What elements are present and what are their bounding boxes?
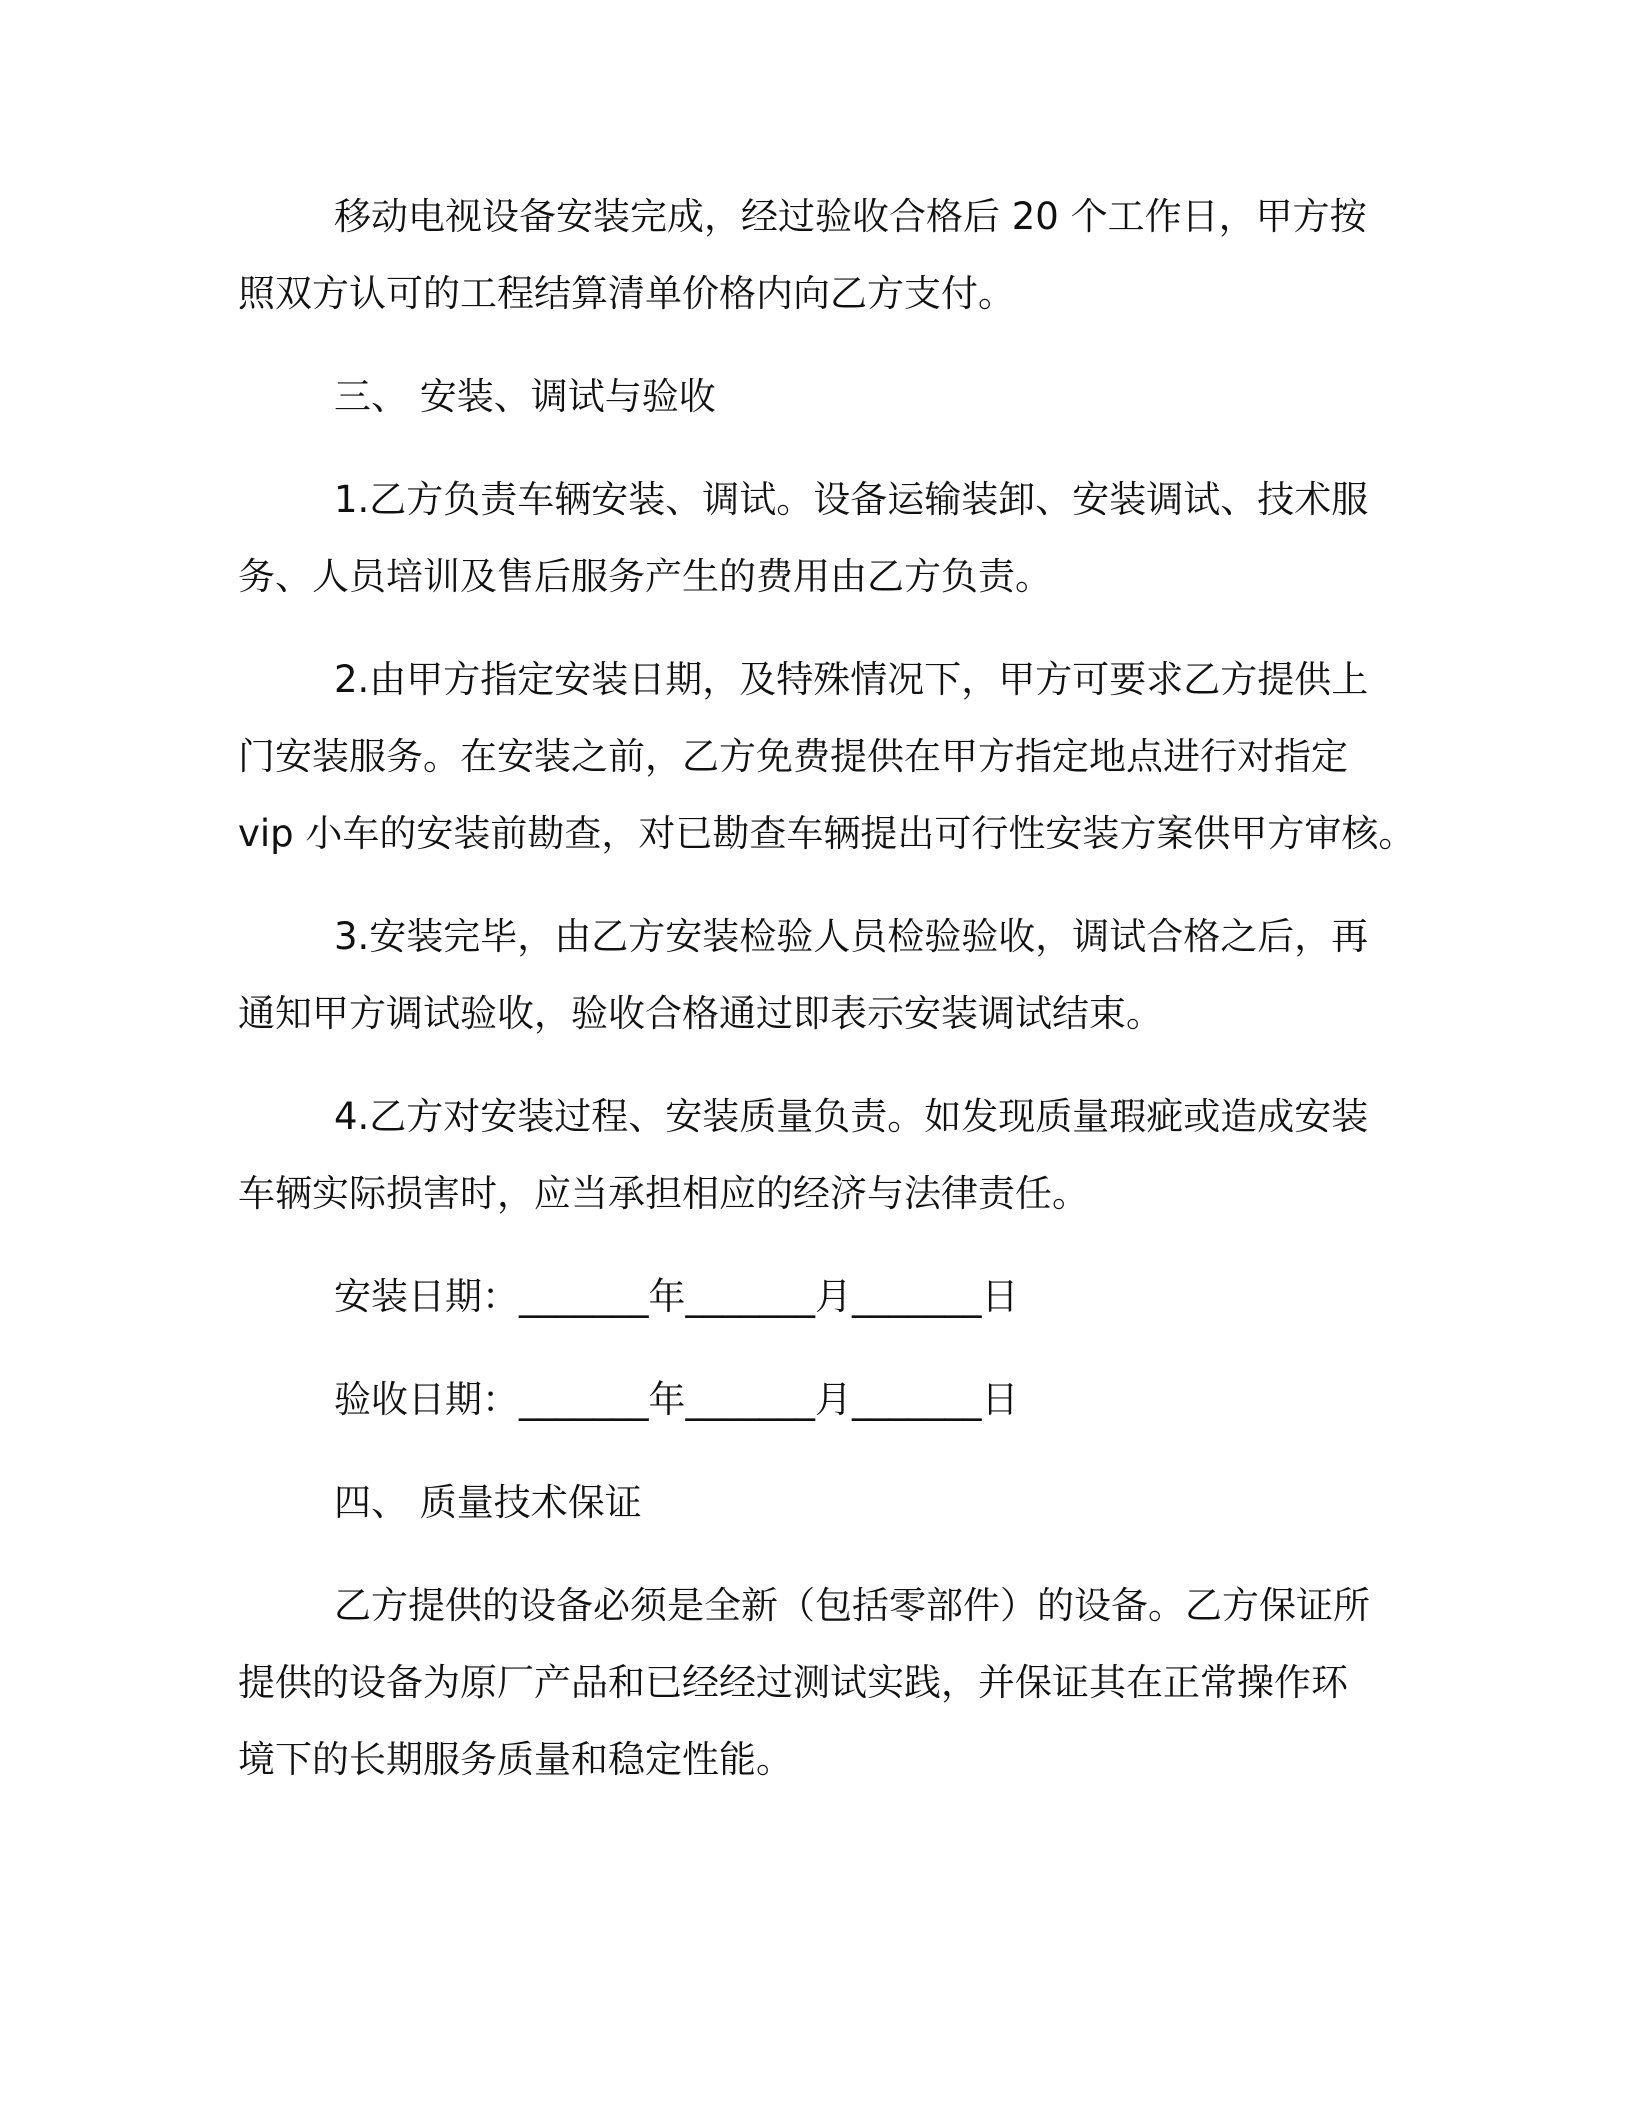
item-3-line-1: 3.安装完毕，由乙方安装检验人员检验验收，调试合格之后，再 (334, 915, 1369, 958)
item-2-line-3: vip 小车的安装前勘查，对已勘查车辆提出可行性安装方案供甲方审核。 (238, 812, 1416, 855)
section-3-heading: 三、 安装、调试与验收 (334, 375, 716, 418)
quality-paragraph-line-3: 境下的长期服务质量和稳定性能。 (238, 1738, 793, 1781)
section-4-heading: 四、 质量技术保证 (334, 1481, 642, 1524)
item-1-line-2: 务、人员培训及售后服务产生的费用由乙方负责。 (238, 555, 1052, 598)
accept-date-line: 验收日期：_______年_______月_______日 (334, 1378, 1019, 1421)
install-date-line: 安装日期：_______年_______月_______日 (334, 1275, 1019, 1318)
item-2-line-2: 门安装服务。在安装之前，乙方免费提供在甲方指定地点进行对指定 (238, 735, 1348, 778)
payment-paragraph-line-1: 移动电视设备安装完成，经过验收合格后 20 个工作日，甲方按 (334, 195, 1367, 238)
item-2-line-1: 2.由甲方指定安装日期，及特殊情况下，甲方可要求乙方提供上 (334, 658, 1369, 701)
quality-paragraph-line-1: 乙方提供的设备必须是全新（包括零部件）的设备。乙方保证所 (334, 1584, 1370, 1627)
item-4-line-2: 车辆实际损害时，应当承担相应的经济与法律责任。 (238, 1172, 1089, 1215)
quality-paragraph-line-2: 提供的设备为原厂产品和已经经过测试实践，并保证其在正常操作环 (238, 1661, 1348, 1704)
item-1-line-1: 1.乙方负责车辆安装、调试。设备运输装卸、安装调试、技术服 (334, 478, 1369, 521)
item-4-line-1: 4.乙方对安装过程、安装质量负责。如发现质量瑕疵或造成安装 (334, 1095, 1369, 1138)
item-3-line-2: 通知甲方调试验收，验收合格通过即表示安装调试结束。 (238, 992, 1163, 1035)
payment-paragraph-line-2: 照双方认可的工程结算清单价格内向乙方支付。 (238, 272, 1015, 315)
